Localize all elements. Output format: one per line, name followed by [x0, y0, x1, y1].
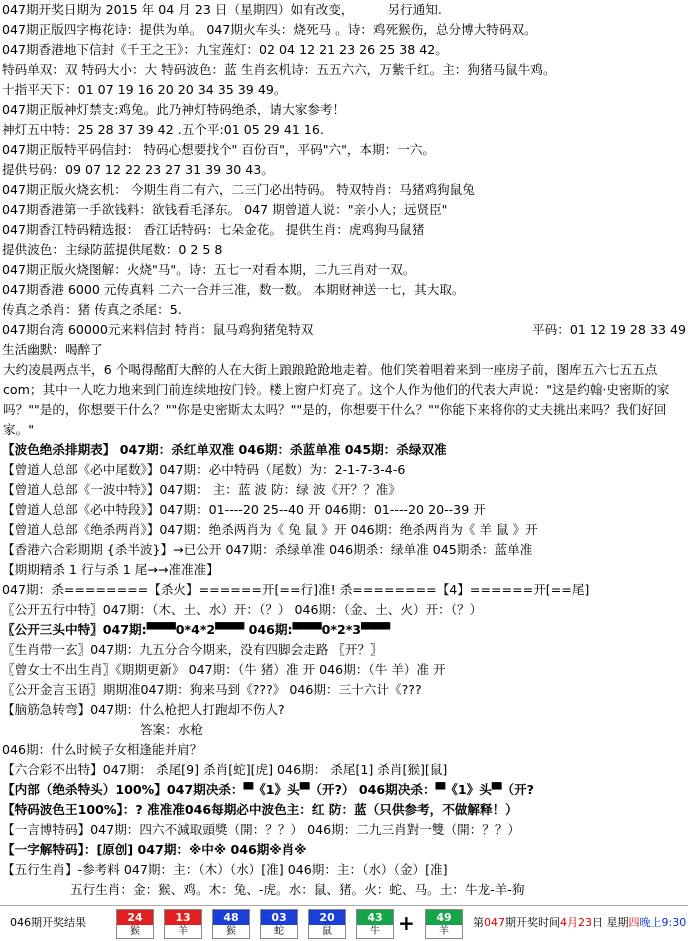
ball-zodiac: 牛 [357, 925, 393, 938]
result-ball [212, 909, 250, 939]
line-36: 【内部（绝杀特头）100%】047期决杀：▀《1》头▀（开?） 046期决杀：▀《1》头▀（开? [2, 782, 534, 797]
line-11: 047期香港第一手欲钱料：欲钱看毛泽东。 047 期曾道人说："亲小人；远贤臣" [2, 202, 448, 217]
line-39: 【一字解特码】：[原创] 047期：※中※ 046期※肖※ [2, 842, 307, 857]
line-35: 【六合彩不出特】047期： 杀尾[9] 杀肖[蛇][虎] 046期： 杀尾[1] 杀肖[猴][鼠] [2, 762, 448, 777]
ball-zodiac: 猴 [117, 925, 153, 938]
line-24: 【香港六合彩期期 {杀半波}】→已公开 047期：杀绿单准 046期杀：绿单准 045期杀：蓝单准 [2, 542, 533, 557]
line-7: 神灯五中特：25 28 37 39 42 .五个平:01 05 29 41 16. [2, 122, 324, 137]
line-12: 047期香江特码精选报： 香江话特码：七朵金花。 提供生肖：虎鸡狗马鼠猪 [2, 222, 425, 237]
line-32: 【脑筋急转弯】047期：什么枪把人打跑却不伤人? [2, 702, 285, 717]
taiwan-letter-text: 047期台湾 60000元来料信封 特肖：鼠马鸡狗猪兔特双 [2, 322, 314, 337]
line-4: 特码单双：双 特码大小：大 特码波色：蓝 生肖玄机诗：五五六六，万紫千红。主：狗猪马鼠牛鸡。 [2, 62, 556, 77]
ball-zodiac: 鼠 [309, 925, 345, 938]
ball-number: 03 [261, 910, 297, 925]
line-30: 〖曾女士不出生肖〗《期期更新》 047期：（牛 猪）准 开 046期：（牛 羊）准 开 [2, 662, 446, 677]
result-ball [116, 909, 154, 939]
line-15: 047期香港 6000 元传真料 二六一合并三准，数一数。 本期财神送一七，其大取。 [2, 282, 465, 297]
ball-zodiac: 羊 [165, 925, 201, 938]
next-prefix: 第 [473, 916, 484, 929]
line-33: 答案：水枪 [140, 722, 203, 737]
plus-sign: + [398, 911, 415, 935]
result-ball [164, 909, 202, 939]
line-8: 047期正版特平码信封： 特码心想要找个" 百份百"，平码"六"，本期：一六。 [2, 142, 436, 157]
ball-zodiac: 羊 [426, 925, 462, 938]
next-day-label: 日 星期 [592, 916, 629, 929]
line-10: 047期正版火烧玄机： 今期生肖二有六，二三门必出特码。 特双特肖：马猪鸡狗鼠兔 [2, 182, 475, 197]
draw-date-text: 047期开奖日期为 2015 年 04 月 23 日（星期四）如有改变， [2, 2, 354, 17]
flat-numbers-text: 平码：01 12 19 28 33 49 [532, 322, 686, 337]
next-mid: 期开奖时间 [505, 916, 560, 929]
line-18: 生活幽默：喝醉了 [2, 342, 103, 357]
line-25: 【期期精杀 1 行与杀 1 尾→→准准准】 [2, 562, 219, 577]
ball-number: 24 [117, 910, 153, 925]
line-17 [0, 320, 688, 340]
humor-paragraph: 大约凌晨两点半，6 个喝得酩酊大醉的人在大街上踉踉跄跄地走着。他们笑着唱着来到一座房子前，图库五六七五五点 com；其中一人吃力地来到门前连续地按门铃。楼上窗户灯亮了。这个人作为他们的代表大声说："这是约翰·史密斯的家吗？""是的，你想要干什么？""你是史密斯太太吗？""是的，你想要干什么？""你能下来将你的丈夫挑出来吗？我们好回家。" [3, 362, 670, 437]
notice-text: 另行通知. [387, 2, 442, 17]
line-20: 【曾道人总部《必中尾数》】047期：必中特码（尾数）为：2-1-7-3-4-6 [2, 462, 406, 477]
line-29: 〖生肖带一玄〗047期：九五分合今期来，没有四脚会走路 〖开？〗 [2, 642, 383, 657]
line-21: 【曾道人总部《一波中特》】047期： 主：蓝 波 防：绿 波《开？？准》 [2, 482, 401, 497]
next-draw-info [473, 914, 686, 930]
line-5: 十指平天下：01 07 19 16 20 20 34 35 39 49。 [2, 82, 287, 97]
ball-number: 49 [426, 910, 462, 925]
ball-number: 43 [357, 910, 393, 925]
line-14: 047期正版火烧图解：火烧"马"。诗：五七一对看本期，二九三肖对一双。 [2, 262, 416, 277]
result-ball [260, 909, 298, 939]
line-22: 【曾道人总部《必中特段》】047期：01----20 25--40 开 046期：01----20 20--39 开 [2, 502, 486, 517]
result-ball [425, 909, 463, 939]
line-31: 〖公开金言玉语〗期期准047期：狗来马到《???》 046期：三十六计《??? [2, 682, 422, 697]
ball-number: 13 [165, 910, 201, 925]
line-3: 047期香港地下信封《千王之王》：九宝莲灯：02 04 12 21 23 26 25 38 42。 [2, 42, 448, 57]
line-41: 五行生肖：金：猴、鸡。木：兔、-虎。水：鼠、猪。火：蛇、马。土：牛龙-羊-狗 [70, 882, 525, 897]
line-23: 【曾道人总部《绝杀两肖》】047期：绝杀两肖为《 兔 鼠 》开 046期：绝杀两肖为《 羊 鼠 》开 [2, 522, 538, 537]
results-footer [0, 905, 688, 941]
line-19: 【波色绝杀排期表】 047期：杀红单双准 046期：杀蓝单准 045期：杀绿双准 [2, 442, 447, 457]
line-26: 047期：杀========【杀火】======开[==行]准! 杀========【4】======开[==尾] [2, 582, 590, 597]
line-2: 047期正版四字梅花诗：提供为单。 047期火车头：烧死马 。诗：鸡死猴伤，总分博大特码双。 [2, 22, 537, 37]
line-27: 〖公开五行中特〗047期：（木、土、水）开：（？） 046期：（金、土、火）开：（？） [2, 602, 483, 617]
line-37: 【特码波色王100%】：? 准准准046每期必中波色主：红 防：蓝（只供参考，不做解释！） [2, 802, 518, 817]
result-ball [356, 909, 394, 939]
next-weekday: 四 [628, 916, 640, 929]
line-40: 【五行生肖】-参考料 047期：主：（木）（水）[准] 046期：主：（水）（金）[准] [2, 862, 448, 877]
line-16: 传真之杀肖：猪 传真之杀尾：5. [2, 302, 182, 317]
line-38: 【一言博特码】047期：四六不減取頭獎（開：？？） 046期：二九三肖對一雙（開：？？） [2, 822, 521, 837]
line-28: 〖公开三头中特〗047期:▀▀▀0*4*2▀▀▀ 046期:▀▀▀0*2*3▀▀▀ [2, 622, 391, 637]
ball-number: 48 [213, 910, 249, 925]
ball-number: 20 [309, 910, 345, 925]
line-9: 提供号码：09 07 12 22 23 27 31 39 30 43。 [2, 162, 274, 177]
line-13: 提供波色：主绿防蓝提供尾数：0 2 5 8 [2, 242, 223, 257]
line-6: 047期正版神灯禁支:鸡兔。此乃神灯特码绝杀，请大家参考！ [2, 102, 346, 117]
result-ball [308, 909, 346, 939]
next-issue: 047 [484, 916, 505, 929]
next-time: 晚上9:30 [639, 916, 687, 929]
line-1 [0, 0, 688, 20]
line-34: 046期：什么时候子女相逢能并肩？ [2, 742, 203, 757]
ball-zodiac: 蛇 [261, 925, 297, 938]
results-label: 046期开奖结果 [10, 916, 86, 929]
next-date: 4月23 [560, 916, 592, 929]
ball-zodiac: 猴 [213, 925, 249, 938]
